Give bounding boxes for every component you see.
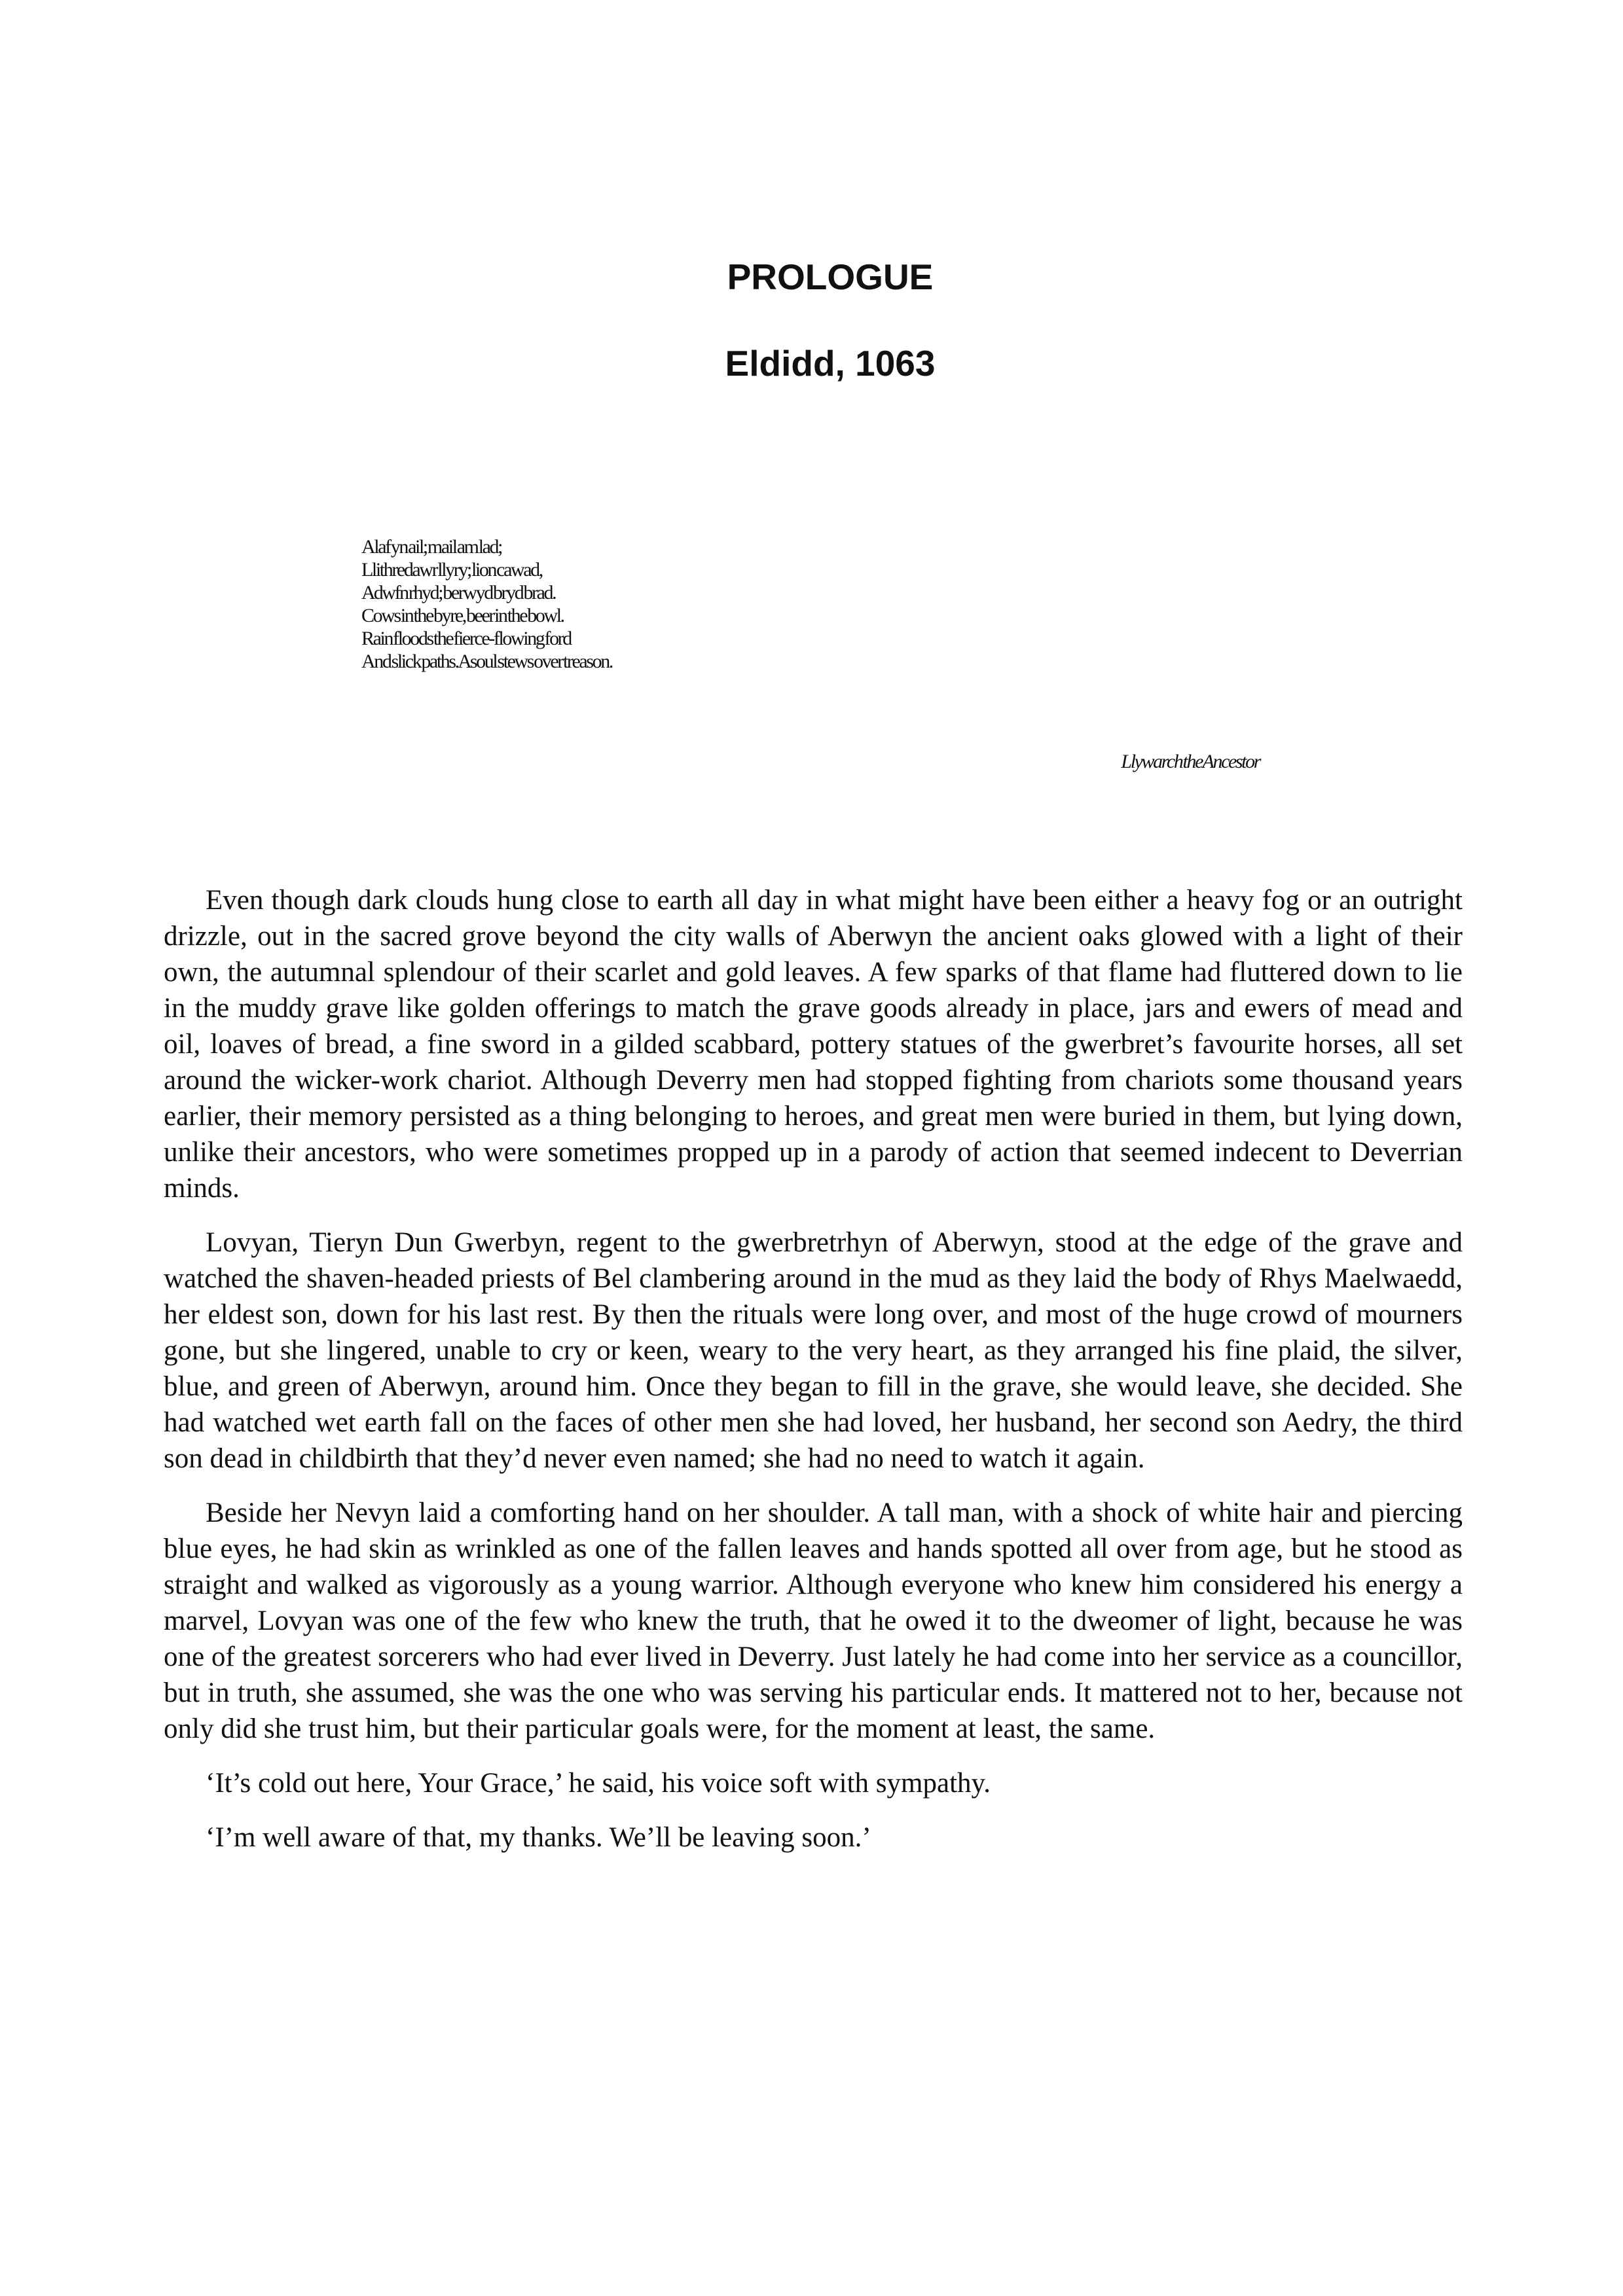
body-text bbox=[164, 882, 1463, 1874]
paragraph: Lovyan, Tieryn Dun Gwerbyn, regent to the gwerbretrhyn of Aberwyn, stood at the edge of the grave and watched the shaven-headed priests of Bel clambering around in the mud as they laid the body of Rhys Maelwaedd, her eldest son, down for his last rest. By then the rituals were long over, and most of the huge crowd of mourners gone, but she lingered, unable to cry or keen, weary to the very heart, as they arranged his fine plaid, the silver, blue, and green of Aberwyn, around him. Once they began to fill in the grave, she would leave, she decided. She had watched wet earth fall on the faces of other men she had loved, her husband, her second son Aedry, the third son dead in childbirth that they’d never even named; she had no need to watch it again. bbox=[164, 1227, 1463, 1474]
epigraph-line: Alaf yn ail; mail am lad; bbox=[361, 536, 502, 558]
epigraph-line: Rain floods the fierce-flowing ford bbox=[361, 628, 571, 649]
paragraph: ‘I’m well aware of that, my thanks. We’ll be leaving soon.’ bbox=[206, 1822, 871, 1853]
paragraph: ‘It’s cold out here, Your Grace,’ he said, his voice soft with sympathy. bbox=[206, 1768, 991, 1799]
paragraph: Even though dark clouds hung close to earth all day in what might have been either a heavy fog or an outright drizzle, out in the sacred grove beyond the city walls of Aberwyn the ancient oaks glowed with a light of their own, the autumnal splendour of their scarlet and gold leaves. A few sparks of that flame had fluttered down to lie in the muddy grave like golden offerings to match the grave goods already in place, jars and ewers of mead and oil, loaves of bread, a fine sword in a gilded scabbard, pottery statues of the gwerbret’s favourite horses, all set around the wicker-work chariot. Although Deverry men had stopped fighting from chariots some thousand years earlier, their memory persisted as a thing belonging to heroes, and great men were buried in them, but lying down, unlike their ancestors, who were sometimes propped up in a parody of action that seemed indecent to Deverrian minds. bbox=[164, 885, 1463, 1204]
paragraph: Beside her Nevyn laid a comforting hand on her shoulder. A tall man, with a shock of white hair and piercing blue eyes, he had skin as wrinkled as one of the fallen leaves and hands spotted all over from age, but he stood as straight and walked as vigorously as a young warrior. Although everyone who knew him considered his energy a marvel, Lovyan was one of the few who knew the truth, that he owed it to the dweomer of light, because he was one of the greatest sorcerers who had ever lived in Deverry. Just lately he had come into her service as a councillor, but in truth, she assumed, she was the one who was serving his particular ends. It mattered not to her, because not only did she trust him, but their particular goals were, for the moment at least, the same. bbox=[164, 1498, 1463, 1744]
epigraph-line: Llithredawr llyry; lion cawad, bbox=[361, 559, 542, 581]
chapter-title: PROLOGUE bbox=[727, 257, 934, 297]
epigraph-line: And slick paths. A soul stews over treason. bbox=[361, 651, 612, 672]
chapter-subtitle: Eldidd, 1063 bbox=[725, 343, 936, 384]
epigraph-attribution: Llywarch the Ancestor bbox=[1121, 751, 1260, 772]
epigraph bbox=[361, 535, 1016, 673]
epigraph-line: A dwfn rhyd; berwyd bryd brad. bbox=[361, 582, 556, 603]
epigraph-line: Cows in the byre, beer in the bowl. bbox=[361, 605, 564, 626]
